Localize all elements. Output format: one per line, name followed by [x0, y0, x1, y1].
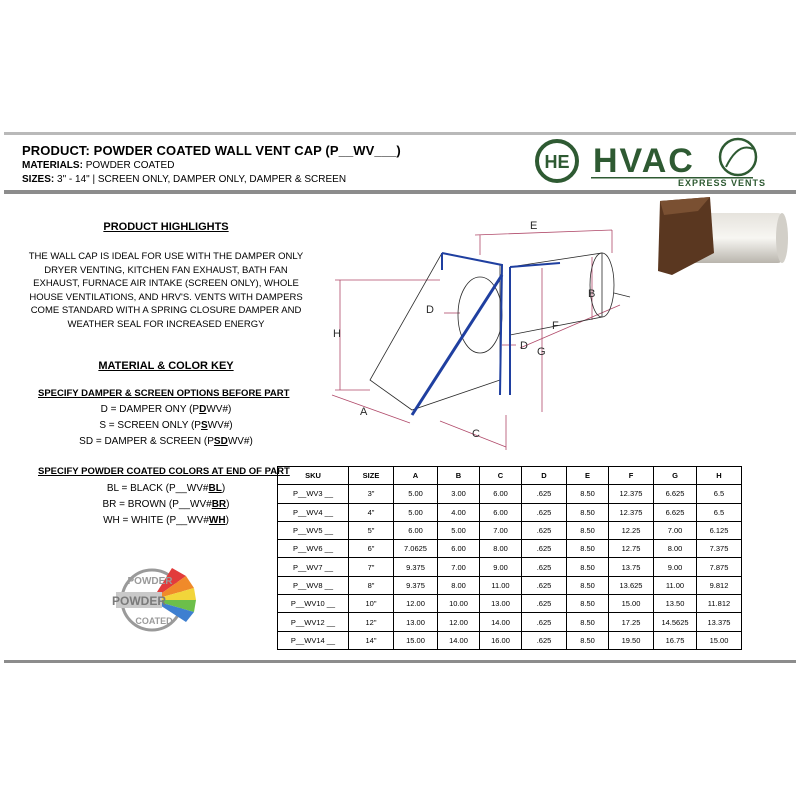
photo-pipe-end	[776, 213, 788, 263]
product-photo	[650, 193, 790, 283]
table-cell: 6.5	[697, 485, 742, 503]
table-header-row	[278, 467, 742, 485]
color-white	[20, 515, 312, 526]
table-cell: P__WV4 __	[278, 503, 349, 521]
table-cell: 13.625	[609, 576, 654, 594]
table-cell: 8.50	[567, 503, 609, 521]
spec-table	[277, 466, 742, 650]
table-cell: 11.00	[480, 576, 522, 594]
highlights-paragraph	[20, 250, 312, 332]
damper-blue-lines	[412, 253, 560, 415]
table-cell: 7.00	[480, 521, 522, 539]
color-code: BL	[208, 483, 222, 494]
table-cell: 5.00	[394, 485, 438, 503]
table-cell: 15.00	[394, 631, 438, 649]
table-cell: 6.625	[654, 503, 697, 521]
table-cell: 9.00	[654, 558, 697, 576]
table-cell: 7.875	[697, 558, 742, 576]
option-text: WV#)	[227, 436, 253, 447]
table-cell: 19.50	[609, 631, 654, 649]
table-cell: 7"	[349, 558, 394, 576]
table-cell: P__WV3 __	[278, 485, 349, 503]
table-cell: 12.00	[438, 613, 480, 631]
table-cell: 15.00	[609, 595, 654, 613]
table-cell: P__WV14 __	[278, 631, 349, 649]
dim-a-line	[332, 395, 410, 423]
table-cell: 8.00	[480, 540, 522, 558]
table-cell: 14.00	[480, 613, 522, 631]
logo-tagline: EXPRESS VENTS	[678, 178, 767, 188]
table-cell: .625	[522, 485, 567, 503]
color-black	[20, 483, 312, 494]
table-cell: P__WV5 __	[278, 521, 349, 539]
table-cell: 3.00	[438, 485, 480, 503]
table-cell: 8.50	[567, 613, 609, 631]
powder-coated-logo	[108, 562, 204, 634]
option-code: SD	[213, 436, 228, 447]
color-brown	[20, 499, 312, 510]
col-header: H	[697, 467, 742, 485]
label-g: G	[537, 346, 546, 358]
label-d2: D	[520, 340, 528, 352]
table-cell: 10"	[349, 595, 394, 613]
label-c: C	[472, 428, 480, 440]
label-e: E	[530, 220, 538, 232]
table-cell: P__WV10 __	[278, 595, 349, 613]
table-cell: 4"	[349, 503, 394, 521]
table-cell: 8.50	[567, 558, 609, 576]
label-f: F	[552, 320, 559, 332]
table-cell: 17.25	[609, 613, 654, 631]
table-cell: 13.50	[654, 595, 697, 613]
table-cell: 16.00	[480, 631, 522, 649]
table-cell: 12.25	[609, 521, 654, 539]
table-row	[278, 576, 742, 594]
table-cell: 12.375	[609, 485, 654, 503]
table-cell: 3"	[349, 485, 394, 503]
table-cell: 8.50	[567, 631, 609, 649]
materials-line	[22, 160, 174, 171]
table-cell: .625	[522, 503, 567, 521]
table-cell: .625	[522, 631, 567, 649]
table-cell: P__WV7 __	[278, 558, 349, 576]
label-h: H	[333, 328, 341, 340]
table-cell: 5.00	[438, 521, 480, 539]
table-cell: 14.5625	[654, 613, 697, 631]
colors-heading: SPECIFY POWDER COATED COLORS AT END OF PART	[38, 466, 290, 477]
dimension-lines	[332, 230, 620, 450]
label-d1: D	[426, 304, 434, 316]
highlights-line: EXHAUST, FURNACE AIR INTAKE (SCREEN ONLY), WHOLE	[33, 278, 299, 290]
option-screen	[20, 420, 312, 431]
table-cell: 7.0625	[394, 540, 438, 558]
table-cell: 11.00	[654, 576, 697, 594]
table-cell: 8"	[349, 576, 394, 594]
table-cell: 8.50	[567, 521, 609, 539]
table-cell: 7.00	[438, 558, 480, 576]
key-heading: MATERIAL & COLOR KEY	[98, 360, 234, 372]
option-damper	[20, 404, 312, 415]
table-cell: 13.75	[609, 558, 654, 576]
table-cell: 4.00	[438, 503, 480, 521]
highlights-line: DRYER VENTING, KITCHEN FAN EXHAUST, BATH FAN	[44, 264, 288, 276]
table-cell: 12.375	[609, 503, 654, 521]
option-code: D	[199, 404, 207, 415]
table-cell: 5"	[349, 521, 394, 539]
table-row	[278, 485, 742, 503]
table-cell: 8.00	[438, 576, 480, 594]
sizes-line	[22, 174, 346, 185]
dimension-labels	[333, 220, 595, 440]
col-header: D	[522, 467, 567, 485]
table-cell: 6.00	[438, 540, 480, 558]
product-title: PRODUCT: POWDER COATED WALL VENT CAP (P__WV___)	[22, 143, 401, 158]
col-header: A	[394, 467, 438, 485]
option-text: WV#)	[206, 404, 232, 415]
table-cell: 13.00	[394, 613, 438, 631]
col-header: C	[480, 467, 522, 485]
table-cell: 11.812	[697, 595, 742, 613]
table-row	[278, 631, 742, 649]
highlights-line: HOUSE VENTILATIONS, AND HRV'S. VENTS WITH DAMPERS	[29, 291, 303, 303]
table-cell: 6.5	[697, 503, 742, 521]
table-cell: 13.375	[697, 613, 742, 631]
damper-blue	[412, 275, 502, 415]
col-header: B	[438, 467, 480, 485]
opening-ellipse	[458, 277, 502, 353]
spec-table-body	[278, 485, 742, 650]
table-cell: 14.00	[438, 631, 480, 649]
table-cell: 10.00	[438, 595, 480, 613]
color-text: BL = BLACK (P__WV#	[106, 483, 209, 494]
table-cell: .625	[522, 558, 567, 576]
powder-logo-bottom-text: COATED	[135, 616, 173, 626]
option-damper-screen	[20, 436, 312, 447]
highlights-heading: PRODUCT HIGHLIGHTS	[103, 221, 229, 233]
table-cell: 12"	[349, 613, 394, 631]
duct-tip	[614, 293, 630, 297]
label-b: B	[588, 288, 596, 300]
logo-ring-icon	[720, 139, 756, 175]
table-row	[278, 540, 742, 558]
col-header: SIZE	[349, 467, 394, 485]
table-cell: 6.00	[480, 503, 522, 521]
color-code: WH	[208, 515, 226, 526]
table-cell: 8.50	[567, 576, 609, 594]
table-cell: 12.00	[394, 595, 438, 613]
powder-logo-mid-text: POWDER	[112, 594, 166, 608]
table-cell: 9.812	[697, 576, 742, 594]
col-header: E	[567, 467, 609, 485]
table-cell: 6"	[349, 540, 394, 558]
wall-vent-cap-diagram	[330, 205, 650, 460]
sizes-label: SIZES:	[22, 174, 55, 185]
materials-value: POWDER COATED	[85, 160, 175, 171]
logo-badge-text: HE	[544, 152, 570, 172]
table-cell: 7.00	[654, 521, 697, 539]
table-cell: 8.50	[567, 540, 609, 558]
table-cell: .625	[522, 595, 567, 613]
table-cell: 14"	[349, 631, 394, 649]
table-cell: 8.50	[567, 595, 609, 613]
table-cell: 9.375	[394, 576, 438, 594]
options-heading: SPECIFY DAMPER & SCREEN OPTIONS BEFORE PART	[38, 388, 290, 399]
table-cell: .625	[522, 613, 567, 631]
col-header: F	[609, 467, 654, 485]
table-cell: P__WV12 __	[278, 613, 349, 631]
table-cell: 5.00	[394, 503, 438, 521]
option-text: WV#)	[207, 420, 233, 431]
color-text: )	[225, 515, 229, 526]
highlights-line: WEATHER SEAL FOR INCREASED ENERGY	[67, 318, 265, 330]
label-a: A	[360, 406, 368, 418]
table-row	[278, 521, 742, 539]
table-cell: 6.00	[394, 521, 438, 539]
table-cell: 7.375	[697, 540, 742, 558]
powder-logo-top-text: POWDER	[127, 576, 173, 587]
color-code: BR	[211, 499, 227, 510]
hood-outline	[370, 253, 500, 410]
table-row	[278, 503, 742, 521]
table-cell: P__WV6 __	[278, 540, 349, 558]
col-header: G	[654, 467, 697, 485]
table-row	[278, 613, 742, 631]
table-row	[278, 595, 742, 613]
materials-label: MATERIALS:	[22, 160, 83, 171]
table-cell: .625	[522, 540, 567, 558]
table-cell: 8.50	[567, 485, 609, 503]
color-text: )	[221, 483, 226, 494]
table-cell: 6.125	[697, 521, 742, 539]
table-cell: 8.00	[654, 540, 697, 558]
highlights-line: COME STANDARD WITH A SPRING CLOSURE DAMPER AND	[30, 305, 302, 317]
col-header: SKU	[278, 467, 349, 485]
table-cell: 9.375	[394, 558, 438, 576]
color-text: WH = WHITE (P__WV#	[103, 515, 209, 526]
color-text: BR = BROWN (P__WV#	[102, 499, 212, 510]
table-cell: 13.00	[480, 595, 522, 613]
option-code: S	[200, 420, 208, 431]
table-row	[278, 558, 742, 576]
table-cell: 15.00	[697, 631, 742, 649]
bottom-rule	[4, 660, 796, 663]
option-text: D = DAMPER ONY (P	[100, 404, 200, 415]
dim-f-line	[520, 305, 620, 348]
table-cell: 16.75	[654, 631, 697, 649]
sizes-value: 3" - 14" | SCREEN ONLY, DAMPER ONLY, DAMPER & SCREEN	[57, 174, 347, 185]
dim-h-line	[335, 280, 440, 390]
table-cell: .625	[522, 576, 567, 594]
logo-wordmark: HVAC	[593, 142, 695, 180]
dim-e-line	[475, 230, 612, 255]
table-cell: 12.75	[609, 540, 654, 558]
option-text: SD = DAMPER & SCREEN (P	[79, 436, 214, 447]
color-text: )	[226, 499, 230, 510]
table-cell: P__WV8 __	[278, 576, 349, 594]
table-cell: .625	[522, 521, 567, 539]
highlights-line: THE WALL CAP IS IDEAL FOR USE WITH THE DAMPER ONLY	[28, 251, 304, 262]
option-text: S = SCREEN ONLY (P	[99, 420, 201, 431]
logo-swoosh-icon	[726, 147, 753, 167]
table-cell: 6.625	[654, 485, 697, 503]
table-cell: 6.00	[480, 485, 522, 503]
table-cell: 9.00	[480, 558, 522, 576]
top-rule	[4, 132, 796, 135]
